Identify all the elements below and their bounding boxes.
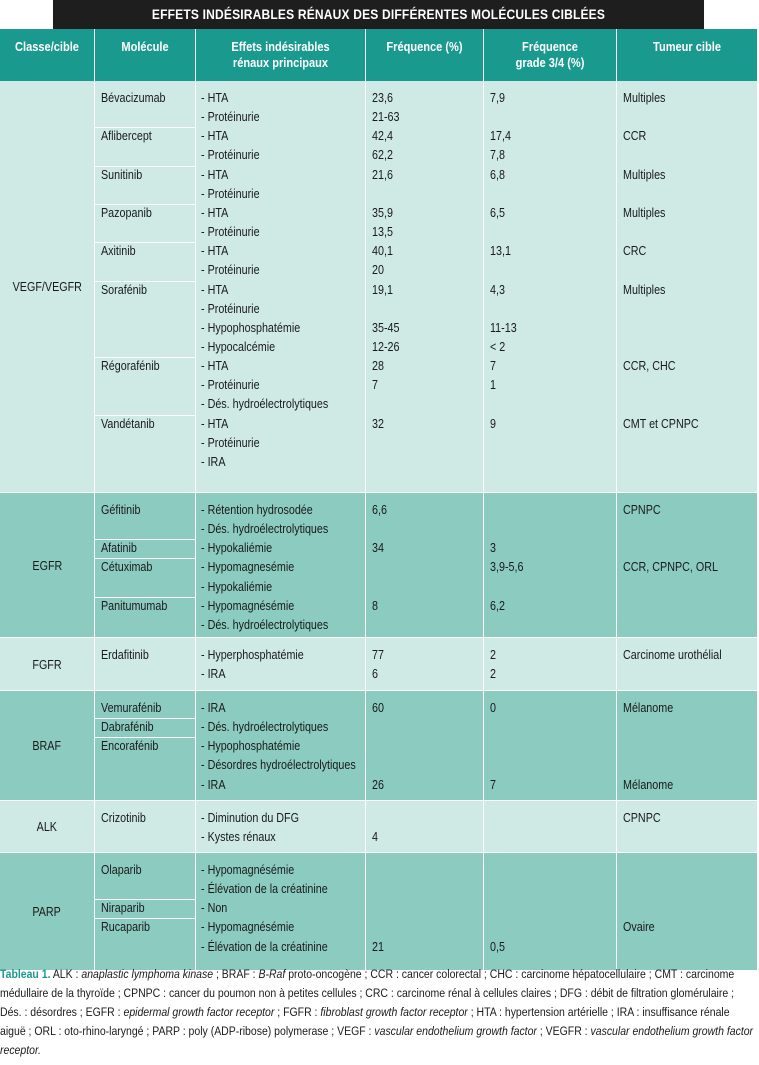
effect-cell: - Dés. hydroélectrolytiques xyxy=(201,720,329,735)
grade34-cell: 1 xyxy=(490,378,496,393)
molecule-cell: Afatinib xyxy=(101,541,137,556)
grade34-cell: 7 xyxy=(490,777,496,792)
effect-cell: - Hyperphosphatémie xyxy=(201,648,304,662)
grade34-cell: 9 xyxy=(490,416,496,431)
column-header xyxy=(0,29,95,81)
caption-term: B-Raf xyxy=(258,967,286,981)
effect-cell: - Hypomagnésémie xyxy=(201,863,295,877)
effect-cell: - Dés. hydroélectrolytiques xyxy=(201,397,329,412)
column-divider xyxy=(616,853,617,971)
column-divider xyxy=(483,81,484,493)
frequency-cell: 19,1 xyxy=(372,282,393,297)
tumor-cell: CCR, CPNPC, ORL xyxy=(623,560,718,575)
grade34-cell: 13,1 xyxy=(490,244,511,259)
molecule-cell: Sunitinib xyxy=(101,167,143,182)
column-divider xyxy=(483,853,484,971)
effect-cell: - Hypomagnésémie xyxy=(201,920,295,935)
class-label: PARP xyxy=(32,905,62,919)
column-header xyxy=(484,29,617,81)
column-divider xyxy=(94,81,95,493)
column-divider xyxy=(483,638,484,691)
column-header-text: rénaux principaux xyxy=(232,55,329,70)
molecule-cell: Cétuximab xyxy=(101,560,153,575)
molecule-cell: Aflibercept xyxy=(101,129,152,144)
tumor-cell: Ovaire xyxy=(623,920,655,935)
tumor-cell: CPNPC xyxy=(623,503,661,517)
frequency-cell: 21-63 xyxy=(372,110,400,125)
column-divider xyxy=(483,493,484,638)
effect-cell: - Hypocalcémie xyxy=(201,339,276,354)
effect-cell: - Kystes rénaux xyxy=(201,830,276,845)
tumor-cell: CPNPC xyxy=(623,811,661,825)
molecule-cell: Encorafénib xyxy=(101,739,159,754)
molecule-cell: Crizotinib xyxy=(101,811,146,825)
caption-segment: ; FGFR : xyxy=(274,1005,321,1019)
column-header xyxy=(366,29,484,81)
frequency-cell: 34 xyxy=(372,541,384,556)
class-cell xyxy=(0,691,94,801)
frequency-cell: 21,6 xyxy=(372,167,393,182)
column-divider xyxy=(94,638,95,691)
effect-cell: - Protéinurie xyxy=(201,186,260,201)
column-header-text: Classe/cible xyxy=(15,39,79,54)
effect-cell: - Protéinurie xyxy=(201,301,260,316)
frequency-cell: 62,2 xyxy=(372,148,393,163)
class-cell xyxy=(0,801,94,853)
tumor-cell: Carcinome urothélial xyxy=(623,648,722,662)
effect-cell: - IRA xyxy=(201,667,226,682)
caption-term: epidermal growth factor receptor xyxy=(123,1005,275,1019)
column-divider xyxy=(616,691,617,801)
class-cell xyxy=(0,81,94,493)
effect-cell: - HTA xyxy=(201,129,229,144)
molecule-cell: Rucaparib xyxy=(101,920,151,935)
tumor-cell: Mélanome xyxy=(623,701,674,715)
column-divider xyxy=(195,853,196,971)
class-cell xyxy=(0,638,94,691)
column-divider xyxy=(94,801,95,853)
molecule-cell: Olaparib xyxy=(101,863,142,877)
grade34-cell: 3,9-5,6 xyxy=(490,560,524,575)
column-divider xyxy=(365,853,366,971)
column-header-text: Fréquence xyxy=(522,39,578,54)
column-divider xyxy=(195,493,196,638)
caption-term: vascular endothelium growth factor receptor. xyxy=(0,1024,754,1057)
frequency-cell: 8 xyxy=(372,598,378,613)
molecule-cell: Erdafitinib xyxy=(101,648,149,662)
grade34-cell: 6,8 xyxy=(490,167,505,182)
effect-cell: - Diminution du DFG xyxy=(201,811,299,825)
frequency-cell: 77 xyxy=(372,648,384,662)
molecule-cell: Dabrafénib xyxy=(101,720,154,735)
caption-term: fibroblast growth factor receptor xyxy=(320,1005,468,1019)
molecule-cell: Sorafénib xyxy=(101,282,148,297)
effect-cell: - Élévation de la créatinine xyxy=(201,882,328,897)
column-divider xyxy=(616,801,617,853)
column-header-text: Fréquence (%) xyxy=(386,39,463,54)
grade34-cell: 0 xyxy=(490,701,496,715)
table-title: EFFETS INDÉSIRABLES RÉNAUX DES DIFFÉRENTES MOLÉCULES CIBLÉES xyxy=(53,0,704,29)
frequency-cell: 13,5 xyxy=(372,225,393,240)
frequency-cell: 4 xyxy=(372,830,378,845)
molecule-cell: Pazopanib xyxy=(101,205,152,220)
grade34-cell: 17,4 xyxy=(490,129,511,144)
caption-segment: ; HTA : hypertension artérielle ; IRA : insuffisance rénale aiguë ; ORL : oto-rhino-laryngé ; PARP : poly (ADP-ribose) polymerase ; VEGF : xyxy=(0,1005,730,1038)
effect-cell: - Hypophosphatémie xyxy=(201,739,301,754)
caption-label: Tableau 1. xyxy=(0,967,51,981)
class-cell xyxy=(0,853,94,971)
effect-cell: - Protéinurie xyxy=(201,110,260,125)
column-header xyxy=(95,29,196,81)
frequency-cell: 23,6 xyxy=(372,91,393,105)
grade34-cell: < 2 xyxy=(490,339,506,354)
effect-cell: - Hypokaliémie xyxy=(201,579,273,594)
column-divider xyxy=(365,493,366,638)
caption-segment: ; VEGFR : xyxy=(536,1024,591,1038)
effect-cell: - IRA xyxy=(201,777,226,792)
effect-cell: - IRA xyxy=(201,454,226,469)
column-divider xyxy=(616,638,617,691)
tumor-cell: Mélanome xyxy=(623,777,674,792)
caption-segment: ; BRAF : xyxy=(213,967,259,981)
column-divider xyxy=(365,691,366,801)
column-header-text: Tumeur cible xyxy=(653,39,721,54)
table-caption xyxy=(0,965,757,1060)
frequency-cell: 32 xyxy=(372,416,384,431)
column-divider xyxy=(365,801,366,853)
frequency-cell: 35-45 xyxy=(372,320,400,335)
caption-term: vascular endothelium growth factor xyxy=(374,1024,537,1038)
class-label: BRAF xyxy=(32,739,62,753)
frequency-cell: 40,1 xyxy=(372,244,393,259)
tumor-cell: CRC xyxy=(623,244,647,259)
caption-segment: ALK : xyxy=(50,967,82,981)
effect-cell: - HTA xyxy=(201,91,229,105)
frequency-cell: 6 xyxy=(372,667,378,682)
grade34-cell: 7 xyxy=(490,359,496,374)
grade34-cell: 0,5 xyxy=(490,939,505,954)
molecule-cell: Vandétanib xyxy=(101,416,155,431)
grade34-cell: 6,5 xyxy=(490,205,505,220)
class-label: ALK xyxy=(36,820,58,834)
column-header-text: Effets indésirables xyxy=(231,39,330,54)
tumor-cell: Multiples xyxy=(623,167,666,182)
class-cell xyxy=(0,493,94,638)
effect-cell: - HTA xyxy=(201,205,229,220)
grade34-cell: 11-13 xyxy=(490,320,517,335)
molecule-cell: Bévacizumab xyxy=(101,91,166,105)
effect-cell: - Hypomagnésémie xyxy=(201,598,295,613)
class-label: EGFR xyxy=(32,558,62,573)
column-header xyxy=(196,29,366,81)
class-label: FGFR xyxy=(32,657,62,672)
grade34-cell: 7,9 xyxy=(490,91,505,105)
tumor-cell: CCR xyxy=(623,129,647,144)
column-divider xyxy=(94,493,95,638)
column-divider xyxy=(365,638,366,691)
grade34-cell: 4,3 xyxy=(490,282,505,297)
tumor-cell: CMT et CPNPC xyxy=(623,416,699,431)
grade34-cell: 2 xyxy=(490,648,496,662)
column-divider xyxy=(483,801,484,853)
effect-cell: - Protéinurie xyxy=(201,435,260,450)
grade34-cell: 3 xyxy=(490,541,496,556)
molecule-cell: Panitumumab xyxy=(101,598,168,613)
column-header xyxy=(617,29,757,81)
effect-cell: - IRA xyxy=(201,701,226,715)
effect-cell: - Hypophosphatémie xyxy=(201,320,301,335)
grade34-cell: 2 xyxy=(490,667,496,682)
effect-cell: - Hypomagnesémie xyxy=(201,560,295,575)
table-header xyxy=(0,29,757,81)
frequency-cell: 35,9 xyxy=(372,205,393,220)
tumor-cell: CCR, CHC xyxy=(623,359,676,374)
frequency-cell: 6,6 xyxy=(372,503,387,517)
frequency-cell: 28 xyxy=(372,359,384,374)
frequency-cell: 42,4 xyxy=(372,129,393,144)
effect-cell: - Hypokaliémie xyxy=(201,541,273,556)
column-header-text: grade 3/4 (%) xyxy=(515,55,585,70)
column-divider xyxy=(616,81,617,493)
caption-term: anaplastic lymphoma kinase xyxy=(81,967,214,981)
tumor-cell: Multiples xyxy=(623,282,666,297)
class-label: VEGF/VEGFR xyxy=(12,280,82,294)
effect-cell: - Rétention hydrosodée xyxy=(201,503,313,517)
column-divider xyxy=(195,638,196,691)
effect-cell: - HTA xyxy=(201,359,229,374)
effect-cell: - Désordres hydroélectrolytiques xyxy=(201,758,356,773)
column-divider xyxy=(94,691,95,801)
caption-text xyxy=(0,965,757,1060)
column-divider xyxy=(195,801,196,853)
effect-cell: - Non xyxy=(201,901,228,916)
molecule-cell: Vemurafénib xyxy=(101,701,162,715)
effect-cell: - HTA xyxy=(201,244,229,259)
column-divider xyxy=(195,81,196,493)
molecule-cell: Géfitinib xyxy=(101,503,141,517)
effect-cell: - HTA xyxy=(201,416,229,431)
column-divider xyxy=(94,853,95,971)
column-header-text: Molécule xyxy=(121,39,169,54)
molecule-cell: Niraparib xyxy=(101,901,145,916)
effect-cell: - Protéinurie xyxy=(201,378,260,393)
effect-cell: - Protéinurie xyxy=(201,263,260,278)
molecule-cell: Axitinib xyxy=(101,244,136,259)
grade34-cell: 6,2 xyxy=(490,598,505,613)
frequency-cell: 20 xyxy=(372,263,384,278)
grade34-cell: 7,8 xyxy=(490,148,505,163)
frequency-cell: 12-26 xyxy=(372,339,400,354)
tumor-cell: Multiples xyxy=(623,91,666,105)
effect-cell: - Dés. hydroélectrolytiques xyxy=(201,522,329,537)
column-divider xyxy=(195,691,196,801)
column-divider xyxy=(616,493,617,638)
effect-cell: - Protéinurie xyxy=(201,225,260,240)
frequency-cell: 7 xyxy=(372,378,378,393)
molecule-cell: Régorafénib xyxy=(101,359,160,374)
effect-cell: - Protéinurie xyxy=(201,148,260,163)
effect-cell: - Dés. hydroélectrolytiques xyxy=(201,617,329,632)
column-divider xyxy=(365,81,366,493)
tumor-cell: Multiples xyxy=(623,205,666,220)
column-divider xyxy=(483,691,484,801)
frequency-cell: 26 xyxy=(372,777,384,792)
effect-cell: - HTA xyxy=(201,167,229,182)
caption-segment: proto-oncogène ; CCR : cancer colorectal ; CHC : carcinome hépatocellulaire ; CMT : carcinome médullaire de la thyroïde ; CPNPC : cancer du poumon non à petites cellules ; CRC : carcinome rénal à cellules claires ; DFG : débit de filtration glomérulaire ; Dés. : désordres ; EGFR : xyxy=(0,967,735,1019)
effect-cell: - Élévation de la créatinine xyxy=(201,939,328,954)
effect-cell: - HTA xyxy=(201,282,229,297)
frequency-cell: 60 xyxy=(372,701,384,715)
frequency-cell: 21 xyxy=(372,939,384,954)
